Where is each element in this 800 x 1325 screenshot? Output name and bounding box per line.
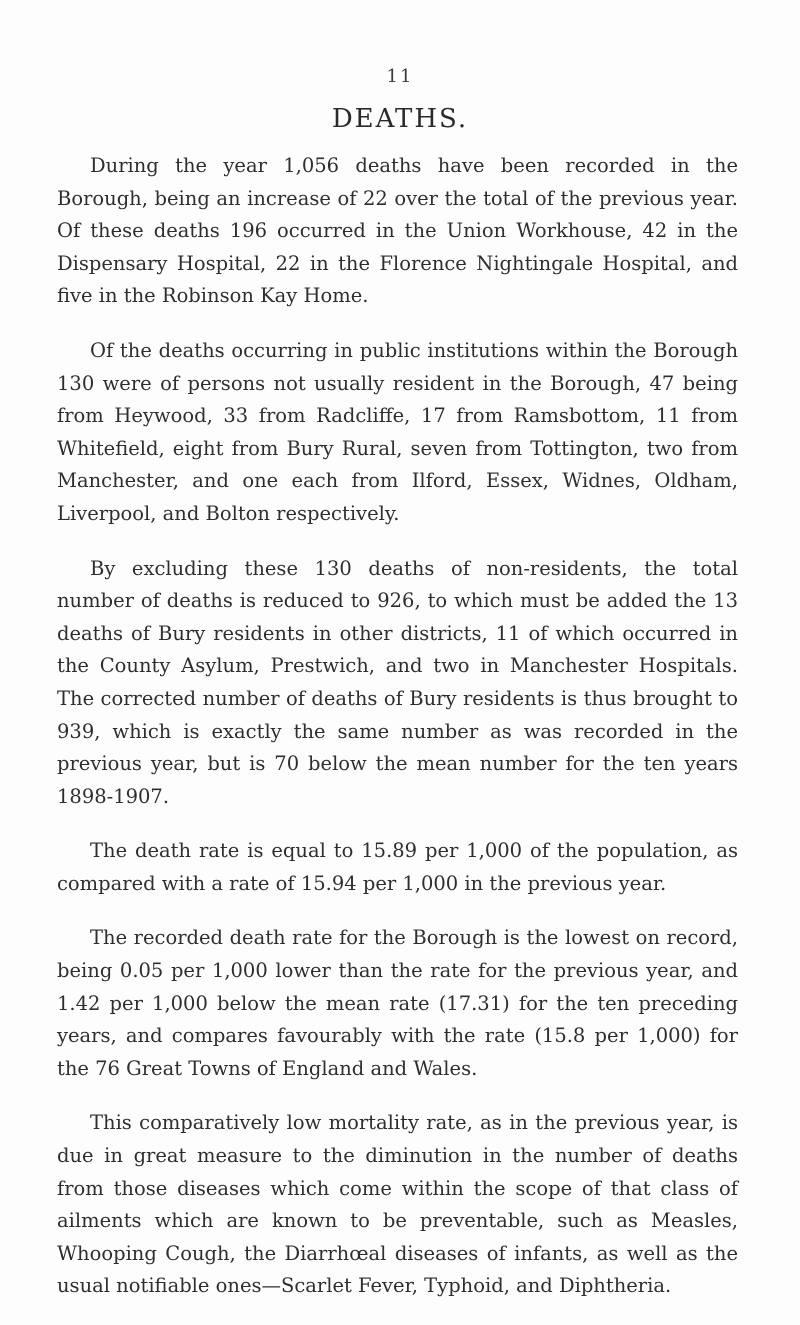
body-text [57, 150, 738, 1325]
paragraph-death-rate: The death rate is equal to 15.89 per 1,000 of the population, as compared with a rate of 15.94 per 1,000 in the previous year. [57, 839, 738, 895]
paragraph-non-resident-deaths: Of the deaths occurring in public institutions within the Borough 130 were of persons not usually resident in the Borough, 47 being from Heywood, 33 from Radcliffe, 17 from Ramsbottom, 11 from Whitefield, eight from Bury Rural, seven from Tottington, two from Manchester, and one each from Ilford, Essex, Widnes, Oldham, Liverpool, and Bolton respectively. [57, 338, 738, 525]
paragraph-recorded-rate-comparison: The recorded death rate for the Borough is the lowest on record, being 0.05 per 1,000 lower than the rate for the previous year, and 1.42 per 1,000 below the mean rate (17.31) for the ten preceding years, and compares favourably with the rate (15.8 per 1,000) for the 76 Great Towns of England and Wales. [57, 926, 738, 1080]
page-title: DEATHS. [331, 104, 469, 134]
page-number: 11 [386, 66, 414, 87]
paragraph-low-mortality-cause: This comparatively low mortality rate, as in the previous year, is due in great measure to the diminution in the number of deaths from those diseases which come within the scope of that class of ailments which are known to be preventable, such as Measles, Whooping Cough, the Diarrhœal diseases of infants, as well as the usual notifiable ones—Scarlet Fever, Typhoid, and Diphtheria. [57, 1111, 738, 1298]
paragraph-deaths-recorded: During the year 1,056 deaths have been recorded in the Borough, being an increase of 22 over the total of the previous year. Of these deaths 196 occurred in the Union Workhouse, 42 in the Dispensary Hospital, 22 in the Florence Nightingale Hospital, and five in the Robinson Kay Home. [57, 154, 738, 308]
paragraph-corrected-deaths: By excluding these 130 deaths of non-residents, the total number of deaths is reduced to 926, to which must be added the 13 deaths of Bury residents in other districts, 11 of which occurred in the County Asylum, Prestwich, and two in Manchester Hospitals. The corrected number of deaths of Bury residents is thus brought to 939, which is exactly the same number as was recorded in the previous year, but is 70 below the mean number for the ten years 1898-1907. [57, 556, 738, 808]
